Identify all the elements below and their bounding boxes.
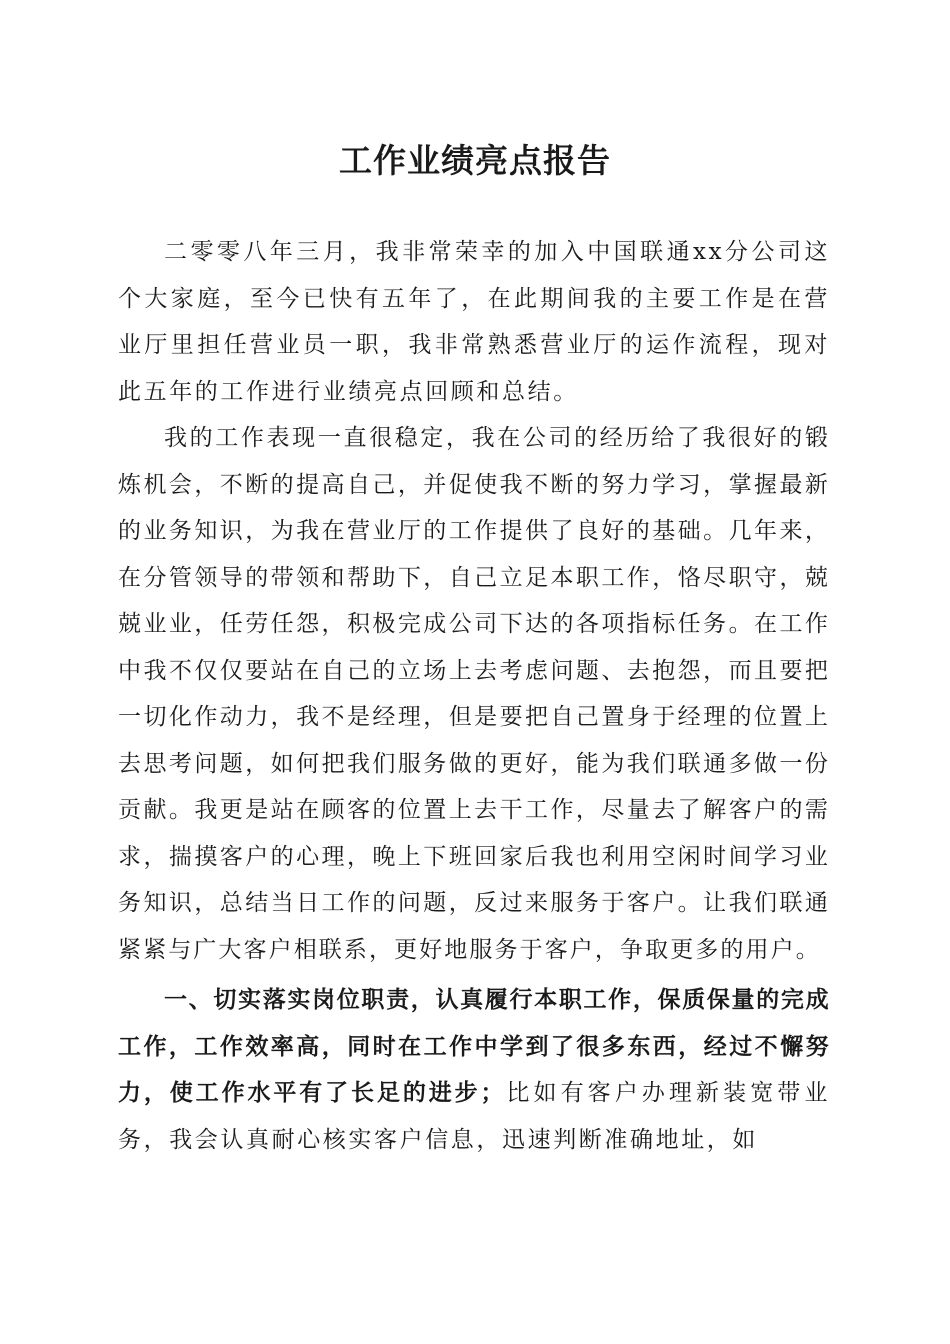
section-one-text: 比如有客户办理新装宽带业务，我会认真耐心核实客户信息，迅速判断准确地址，如	[118, 1080, 830, 1153]
paragraph-section-one	[118, 977, 830, 1163]
section-one-heading: 一、切实落实岗位职责，认真履行本职工作，保质保量的完成工作，工作效率高，同时在工作中学到了很多东西，经过不懈努力，使工作水平有了长足的进步；	[118, 987, 830, 1106]
document-body	[118, 229, 830, 1163]
paragraph-work-performance: 我的工作表现一直很稳定，我在公司的经历给了我很好的锻炼机会，不断的提高自己，并促使我不断的努力学习，掌握最新的业务知识，为我在营业厅的工作提供了良好的基础。几年来，在分管领导的带领和帮助下，自己立足本职工作，恪尽职守，兢兢业业，任劳任怨，积极完成公司下达的各项指标任务。在工作中我不仅仅要站在自己的立场上去考虑问题、去抱怨，而且要把一切化作动力，我不是经理，但是要把自己置身于经理的位置上去思考问题，如何把我们服务做的更好，能为我们联通多做一份贡献。我更是站在顾客的位置上去干工作，尽量去了解客户的需求，揣摸客户的心理，晚上下班回家后我也利用空闲时间学习业务知识，总结当日工作的问题，反过来服务于客户。让我们联通紧紧与广大客户相联系，更好地服务于客户，争取更多的用户。	[118, 425, 830, 963]
document-title: 工作业绩亮点报告	[339, 141, 611, 180]
paragraph-intro: 二零零八年三月，我非常荣幸的加入中国联通xx分公司这个大家庭，至今已快有五年了，在此期间我的主要工作是在营业厅里担任营业员一职，我非常熟悉营业厅的运作流程，现对此五年的工作进行业绩亮点回顾和总结。	[118, 239, 830, 405]
